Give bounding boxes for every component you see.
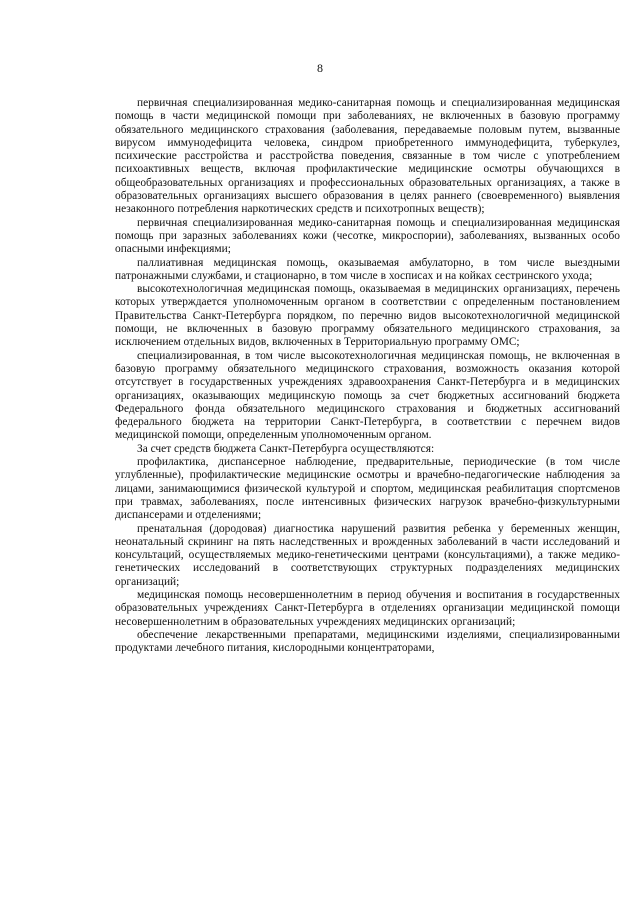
paragraph: паллиативная медицинская помощь, оказываемая амбулаторно, в том числе выездными патронажными службами, и стационарно, в том числе в хосписах и на койках сестринского ухода; (115, 256, 620, 282)
paragraph: обеспечение лекарственными препаратами, медицинскими изделиями, специализированными продуктами лечебного питания, кислородными концентраторами, (115, 628, 620, 655)
paragraph: пренатальная (дородовая) диагностика нарушений развития ребенка у беременных женщин, неонатальный скрининг на пять наследственных и врожденных заболеваний в части исследований и консультаций, осуществляемых медико-генетическими центрами (консультациями), а также медико-генетических исследований в соответствующих структурных подразделениях медицинских организаций; (115, 522, 620, 588)
paragraph: первичная специализированная медико-санитарная помощь и специализированная медицинская помощь в части медицинской помощи при заболеваниях, не включенных в базовую программу обязательного медицинского страхования (заболевания, передаваемые половым путем, вызванные вирусом иммунодефицита человека, синдром приобретенного иммунодефицита, туберкулез, психические расстройства и расстройства поведения, связанные в том числе с употреблением психоактивных веществ, включая профилактические медицинские осмотры обучающихся в общеобразовательных организациях и профессиональных образовательных организациях, а также в образовательных организациях высшего образования в целях раннего (своевременного) выявления незаконного потребления наркотических средств и психотропных веществ); (115, 97, 620, 216)
paragraph: За счет средств бюджета Санкт-Петербурга осуществляются: (137, 442, 435, 455)
paragraph: специализированная, в том числе высокотехнологичная медицинская помощь, не включенная в базовую программу обязательного медицинского страхования, возможность оказания которой отсутствует в государственных учреждениях здравоохранения Санкт-Петербурга и в медицинских организациях, оказывающих медицинскую помощь за счет бюджетных ассигнований бюджета Федерального фонда обязательного медицинского страхования и бюджетных ассигнований федерального бюджета на территории Санкт-Петербурга, в соответствии с перечнем видов медицинской помощи, определенным уполномоченным органом. (115, 349, 620, 442)
document-body (115, 97, 620, 655)
paragraph: медицинская помощь несовершеннолетним в период обучения и воспитания в государственных образовательных учреждениях Санкт-Петербурга в отделениях организации медицинской помощи несовершеннолетним в образовательных учреждениях медицинских организаций; (115, 588, 620, 628)
paragraph: профилактика, диспансерное наблюдение, предварительные, периодические (в том числе углубленные), профилактические медицинские осмотры и врачебно-педагогические наблюдения за лицами, занимающимися физической культурой и спортом, медицинская реабилитация спортсменов при травмах, заболеваниях, после интенсивных физических нагрузок врачебно-физкультурными диспансерами и отделениями; (115, 456, 620, 522)
page-number: 8 (317, 61, 323, 75)
paragraph: высокотехнологичная медицинская помощь, оказываемая в медицинских организациях, перечень которых утверждается уполномоченным органом в соответствии с определенным постановлением Правительства Санкт-Петербурга порядком, по перечню видов высокотехнологичной медицинской помощи, не включенных в базовую программу обязательного медицинского страхования, за исключением отдельных видов, включенных в Территориальную программу ОМС; (115, 283, 620, 349)
paragraph: первичная специализированная медико-санитарная помощь и специализированная медицинская помощь при заразных заболеваниях кожи (чесотке, микроспории), заболеваниях, вызванных особо опасными инфекциями; (115, 216, 620, 256)
